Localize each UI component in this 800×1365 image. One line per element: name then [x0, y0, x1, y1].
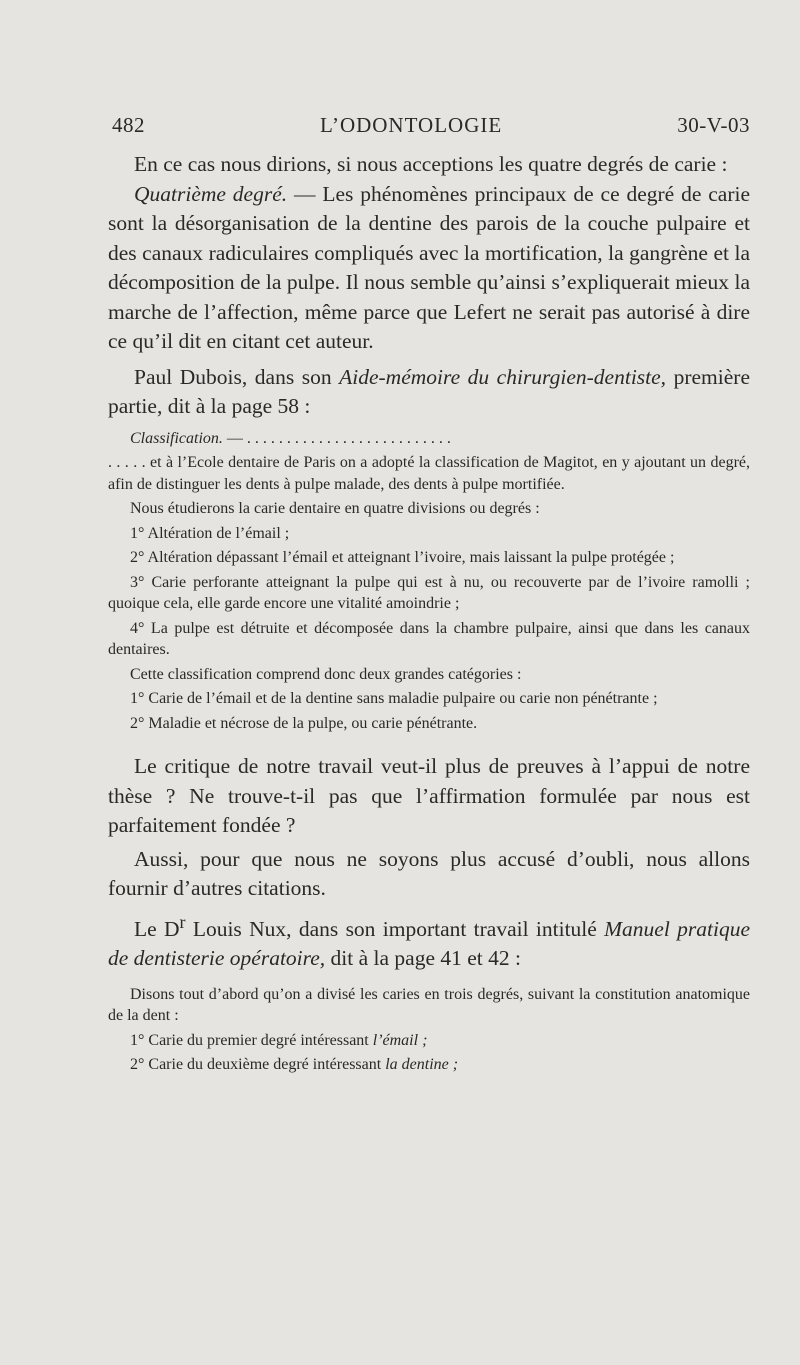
italic-term: l’émail ; — [372, 1031, 428, 1049]
paragraph-fourth-degree — [108, 180, 750, 357]
quote-list-item — [108, 523, 750, 545]
italic-heading: Classification. — [130, 429, 223, 447]
book-title: Manuel pratique de dentisterie opératoire, — [108, 916, 750, 971]
quote-text: . . . . . et à l’Ecole dentaire de Paris on a adopté la classification de Magitot, en y ajoutant un degré, afin de distinguer les dents à pulpe malade, des dents à pulpe mortifiée. — [108, 454, 750, 493]
quote-line — [108, 984, 750, 1027]
quote-text: 2° Carie du deuxième degré intéressant — [130, 1056, 386, 1074]
paragraph-text: première partie, dit à la page 58 : — [108, 364, 750, 418]
quote-list-item — [108, 688, 750, 710]
running-header — [112, 113, 750, 138]
issue-date: 30-V-03 — [677, 113, 750, 137]
paragraph-intro — [108, 150, 750, 180]
quote-list-item — [108, 547, 750, 569]
quote-text: 3° Carie perforante atteignant la pulpe qui est à nu, ou recouverte par de l’ivoire ramolli ; quoique cela, elle garde encore une vitalité amoindrie ; — [108, 573, 750, 612]
italic-term: la dentine ; — [385, 1056, 459, 1074]
quote-text: 2° Maladie et nécrose de la pulpe, ou carie pénétrante. — [130, 714, 478, 732]
quote-line — [108, 452, 750, 495]
paragraph-text: dit à la page 41 et 42 : — [325, 946, 521, 971]
quote-text: 4° La pulpe est détruite et décomposée dans la chambre pulpaire, ainsi que dans les canaux dentaires. — [108, 619, 750, 658]
paragraph-dubois — [108, 363, 750, 422]
quote-line — [108, 498, 750, 520]
dot-leader: — . . . . . . . . . . . . . . . . . . . . . . . . . . — [222, 429, 451, 447]
quote-text: Disons tout d’abord qu’on a divisé les caries en trois degrés, suivant la constitution anatomique de la dent : — [108, 985, 750, 1025]
quote-list-item — [108, 1054, 750, 1076]
running-title: L’ODONTOLOGIE — [320, 113, 503, 137]
superscript: r — [179, 911, 186, 932]
page-number: 482 — [112, 113, 145, 137]
quote-line — [108, 664, 750, 686]
quote-list-item — [108, 713, 750, 735]
paragraph-text: Aussi, pour que nous ne soyons plus accusé d’oubli, nous allons fournir d’autres citations. — [108, 846, 750, 900]
quote-classification — [108, 428, 750, 450]
quote-text: Nous étudierons la carie dentaire en quatre divisions ou degrés : — [130, 500, 540, 517]
paragraph-nux — [108, 908, 750, 974]
quote-text: 1° Altération de l’émail ; — [130, 524, 290, 542]
quote-list-item — [108, 572, 750, 615]
paragraph-text: En ce cas nous dirions, si nous acceptions les quatre degrés de carie : — [134, 152, 728, 176]
paragraph-text: Le D — [134, 916, 180, 941]
paragraph-text: Le critique de notre travail veut-il plus de preuves à l’appui de notre thèse ? Ne trouve-t-il pas que l’affirmation formulée par nous est parfaitement fondée ? — [108, 754, 750, 837]
paragraph-text: Louis Nux, dans son important travail intitulé — [185, 916, 605, 941]
quote-text: 2° Altération dépassant l’émail et atteignant l’ivoire, mais laissant la pulpe protégée ; — [130, 549, 675, 566]
paragraph-text: Paul Dubois, dans son — [134, 364, 340, 389]
paragraph-critique — [108, 752, 750, 841]
quote-text: 1° Carie du premier degré intéressant — [130, 1031, 373, 1049]
book-title: Aide-mémoire du chirurgien-dentiste, — [339, 364, 667, 389]
quote-text: 1° Carie de l’émail et de la dentine sans maladie pulpaire ou carie non pénétrante ; — [130, 690, 658, 707]
paragraph-citations — [108, 845, 750, 904]
italic-heading: Quatrième degré. — [134, 181, 288, 206]
quote-list-item — [108, 618, 750, 661]
quote-text: Cette classification comprend donc deux grandes catégories : — [130, 665, 522, 683]
page-body — [108, 150, 750, 1076]
quote-list-item — [108, 1030, 750, 1052]
paragraph-text: — Les phénomènes principaux de ce degré de carie sont la désorganisation de la dentine des parois de la couche pulpaire et des canaux radiculaires compliqués avec la mortification, la gangrène et la décomposition de la pulpe. Il nous semble qu’ainsi s’expliquerait mieux la marche de l’affection, même parce que Lefert ne serait pas autorisé à dire ce qu’il dit en citant cet auteur. — [108, 181, 750, 353]
